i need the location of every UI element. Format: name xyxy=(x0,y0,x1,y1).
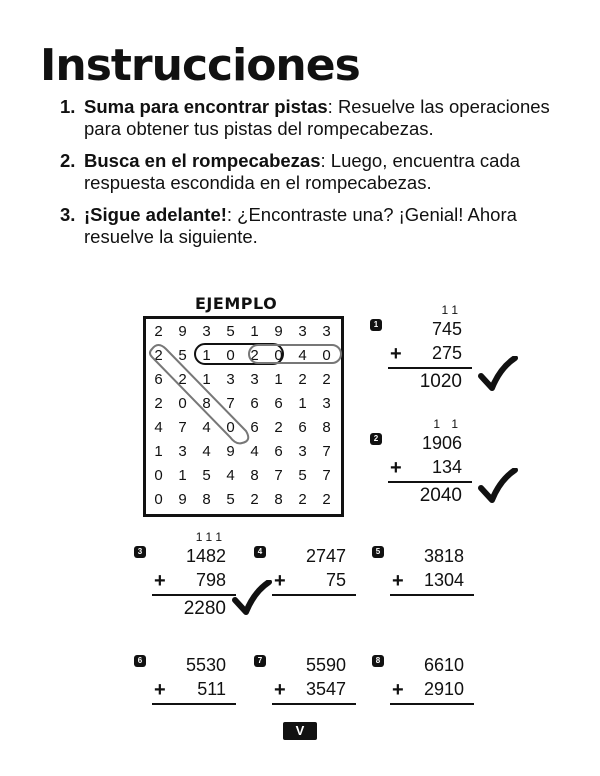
sum-line xyxy=(390,703,474,705)
problem-badge: 6 xyxy=(134,655,146,667)
addend-bottom: 1304 xyxy=(423,570,464,590)
addend-top: 3818 xyxy=(423,546,464,566)
grid-cell: 5 xyxy=(226,323,235,340)
problem-6 xyxy=(134,655,244,735)
answer: 2280 xyxy=(183,598,226,619)
grid-cell: 4 xyxy=(250,443,259,460)
step-heading: Suma para encontrar pistas xyxy=(84,96,328,117)
grid-cell: 8 xyxy=(274,491,283,508)
grid-cell: 9 xyxy=(178,491,187,508)
grid-cell: 1 xyxy=(250,323,259,340)
page-title: Instrucciones xyxy=(40,40,360,91)
grid-cell: 2 xyxy=(322,491,331,508)
grid-cell: 5 xyxy=(298,467,307,484)
sum-line xyxy=(388,367,472,369)
grid-cell: 2 xyxy=(298,371,307,388)
answer: 1020 xyxy=(419,371,462,392)
step-number: 2. xyxy=(60,150,76,171)
plus-sign: + xyxy=(390,343,402,365)
step-text: : Resuelve las operaciones para obtener tus pistas del rompecabezas. xyxy=(84,96,550,139)
grid-cell: 4 xyxy=(154,419,163,436)
plus-sign: + xyxy=(392,679,404,701)
problem-badge: 2 xyxy=(370,433,382,445)
grid-cell: 6 xyxy=(154,371,163,388)
problem-1 xyxy=(370,303,480,399)
grid-cell: 1 xyxy=(298,395,307,412)
grid-cell: 2 xyxy=(250,491,259,508)
grid-cell: 6 xyxy=(298,419,307,436)
grid-cell: 3 xyxy=(322,395,331,412)
grid-cell: 8 xyxy=(202,491,211,508)
grid-cell: 2 xyxy=(154,323,163,340)
plus-sign: + xyxy=(392,570,404,592)
problem-badge: 8 xyxy=(372,655,384,667)
answer: 2040 xyxy=(419,485,462,506)
problem-badge: 5 xyxy=(372,546,384,558)
grid-cell: 3 xyxy=(322,323,331,340)
addend-bottom: 75 xyxy=(325,570,346,590)
step-text: : Luego, encuentra cada respuesta escondida en el rompecabezas. xyxy=(84,150,521,193)
problem-badge: 3 xyxy=(134,546,146,558)
grid-cell: 0 xyxy=(226,419,235,436)
carry-digits: 11 xyxy=(441,303,462,317)
checkmark-icon xyxy=(232,580,272,620)
grid-cell: 8 xyxy=(250,467,259,484)
problem-5 xyxy=(372,546,482,626)
grid-cell: 0 xyxy=(154,467,163,484)
grid-cell: 4 xyxy=(202,443,211,460)
grid-cell: 0 xyxy=(178,395,187,412)
addend-top: 1482 xyxy=(185,546,226,566)
problem-badge: 7 xyxy=(254,655,266,667)
grid-cell: 7 xyxy=(178,419,187,436)
instruction-step xyxy=(60,150,560,194)
plus-sign: + xyxy=(154,679,166,701)
instruction-step xyxy=(60,204,560,248)
addend-bottom: 511 xyxy=(197,679,226,699)
checkmark-icon xyxy=(478,356,518,396)
grid-cell: 4 xyxy=(202,419,211,436)
grid-cell: 5 xyxy=(202,467,211,484)
grid-cell: 6 xyxy=(250,419,259,436)
problem-badge: 4 xyxy=(254,546,266,558)
plus-sign: + xyxy=(390,457,402,479)
addend-bottom: 3547 xyxy=(305,679,346,699)
grid-cell: 2 xyxy=(298,491,307,508)
grid-cell: 9 xyxy=(226,443,235,460)
grid-cell: 7 xyxy=(322,467,331,484)
grid-cell: 0 xyxy=(322,347,331,364)
grid-cell: 3 xyxy=(178,443,187,460)
addend-bottom: 275 xyxy=(431,343,462,363)
grid-cell: 1 xyxy=(154,443,163,460)
grid-cell: 5 xyxy=(226,491,235,508)
addend-top: 745 xyxy=(431,319,462,339)
grid-cell: 6 xyxy=(274,395,283,412)
grid-cell: 7 xyxy=(322,443,331,460)
step-number: 3. xyxy=(60,204,76,225)
grid-cell: 2 xyxy=(250,347,259,364)
addend-bottom: 798 xyxy=(195,570,226,590)
addend-top: 6610 xyxy=(423,655,464,675)
grid-cell: 0 xyxy=(274,347,283,364)
grid-cell: 7 xyxy=(226,395,235,412)
grid-cell: 2 xyxy=(154,395,163,412)
step-number: 1. xyxy=(60,96,76,117)
addend-bottom: 134 xyxy=(431,457,462,477)
grid-cell: 1 xyxy=(202,347,211,364)
plus-sign: + xyxy=(274,570,286,592)
grid-cell: 6 xyxy=(274,443,283,460)
addend-top: 2747 xyxy=(305,546,346,566)
grid-cell: 2 xyxy=(154,347,163,364)
grid-cell: 1 xyxy=(274,371,283,388)
carry-digits: 111 xyxy=(195,530,226,544)
grid-cell: 8 xyxy=(322,419,331,436)
grid-cell: 2 xyxy=(274,419,283,436)
plus-sign: + xyxy=(154,570,166,592)
checkmark-icon xyxy=(478,468,518,508)
problem-2 xyxy=(370,417,480,513)
instruction-list xyxy=(60,96,560,258)
grid-cell: 4 xyxy=(226,467,235,484)
problem-badge: 1 xyxy=(370,319,382,331)
grid-cell: 8 xyxy=(202,395,211,412)
grid-cell: 3 xyxy=(250,371,259,388)
sum-line xyxy=(388,481,472,483)
grid-cell: 3 xyxy=(298,323,307,340)
grid-cell: 2 xyxy=(322,371,331,388)
grid-cell: 9 xyxy=(178,323,187,340)
problem-8 xyxy=(372,655,482,735)
sum-line xyxy=(390,594,474,596)
step-heading: Busca en el rompecabezas xyxy=(84,150,321,171)
grid-cell: 3 xyxy=(226,371,235,388)
grid-cell: 9 xyxy=(274,323,283,340)
carry-digits: 1 1 xyxy=(433,417,462,431)
step-text: : ¿Encontraste una? ¡Genial! Ahora resuelve la siguiente. xyxy=(84,204,517,247)
grid-cell: 5 xyxy=(178,347,187,364)
problem-3 xyxy=(134,530,244,626)
plus-sign: + xyxy=(274,679,286,701)
grid-cell: 0 xyxy=(226,347,235,364)
grid-cell: 3 xyxy=(202,323,211,340)
instruction-step xyxy=(60,96,560,140)
grid-cell: 1 xyxy=(178,467,187,484)
step-heading: ¡Sigue adelante! xyxy=(84,204,227,225)
grid-cell: 0 xyxy=(154,491,163,508)
example-label: EJEMPLO xyxy=(195,294,278,313)
page-number-badge: V xyxy=(283,722,317,740)
grid-cell: 6 xyxy=(250,395,259,412)
grid-cell: 2 xyxy=(178,371,187,388)
addend-top: 5590 xyxy=(305,655,346,675)
addend-top: 5530 xyxy=(185,655,226,675)
sum-line xyxy=(152,594,236,596)
sum-line xyxy=(152,703,236,705)
sum-line xyxy=(272,703,356,705)
grid-cell: 4 xyxy=(298,347,307,364)
sum-line xyxy=(272,594,356,596)
example-number-grid xyxy=(143,316,344,517)
addend-top: 1906 xyxy=(421,433,462,453)
grid-cell: 1 xyxy=(202,371,211,388)
grid-cell: 7 xyxy=(274,467,283,484)
grid-cell: 3 xyxy=(298,443,307,460)
addend-bottom: 2910 xyxy=(423,679,464,699)
